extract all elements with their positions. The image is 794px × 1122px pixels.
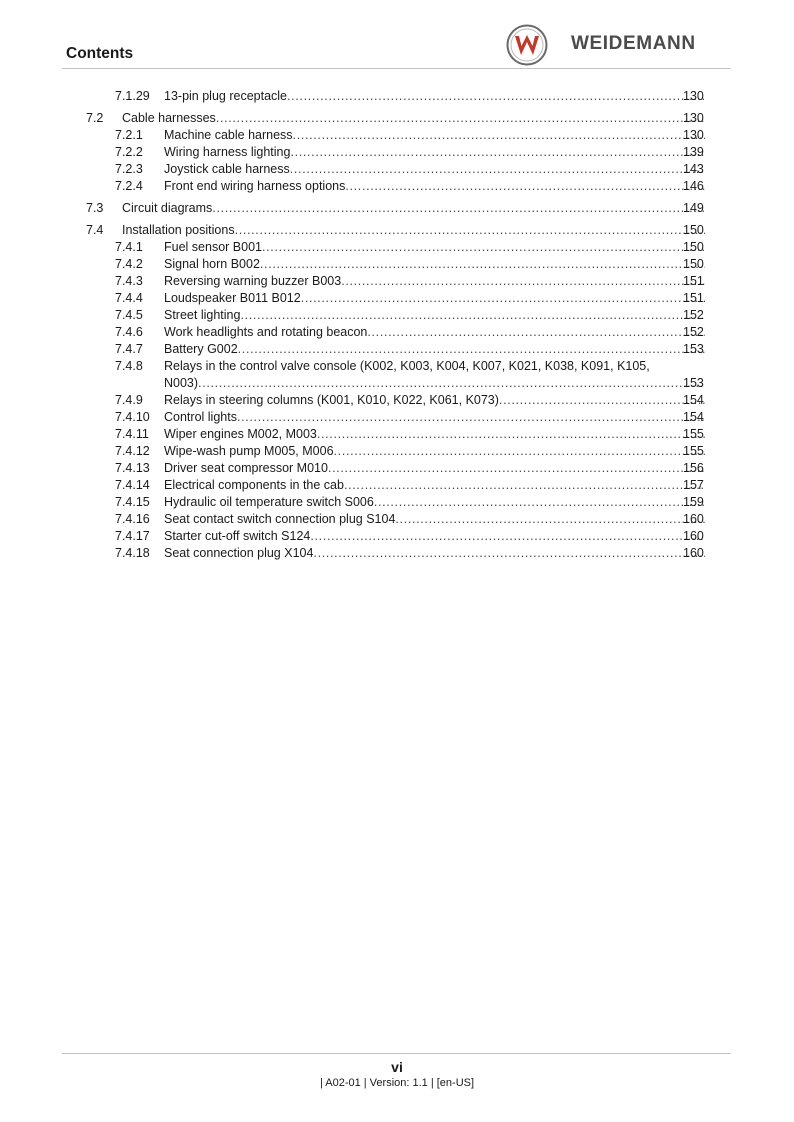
toc-number: 7.4.15 bbox=[115, 495, 150, 509]
toc-entry[interactable] bbox=[0, 324, 794, 341]
toc-entry-continuation[interactable] bbox=[0, 375, 794, 392]
toc-number: 7.4 bbox=[86, 223, 104, 237]
weidemann-logo-icon bbox=[506, 24, 548, 66]
toc-number: 7.4.1 bbox=[115, 240, 143, 254]
toc-number: 7.1.29 bbox=[115, 89, 150, 103]
toc-leader-dots bbox=[198, 375, 705, 392]
toc-leader-dots bbox=[499, 392, 705, 409]
toc-number: 7.2.3 bbox=[115, 162, 143, 176]
brand-wordmark: WEIDEMANN bbox=[571, 33, 696, 54]
toc-page-number: 139 bbox=[683, 145, 704, 159]
toc-leader-dots bbox=[235, 222, 705, 239]
toc-leader-dots bbox=[341, 273, 705, 290]
toc-page-number: 160 bbox=[683, 529, 704, 543]
toc-page-number: 130 bbox=[683, 89, 704, 103]
toc-leader-dots bbox=[313, 545, 705, 562]
toc-section[interactable] bbox=[0, 200, 794, 217]
toc-label: Starter cut-off switch S124 bbox=[164, 529, 311, 543]
toc-entry-text bbox=[164, 324, 705, 341]
toc-leader-dots bbox=[290, 144, 705, 161]
toc-entry[interactable] bbox=[0, 178, 794, 195]
toc-page-number: 130 bbox=[683, 128, 704, 142]
toc-label: Street lighting bbox=[164, 308, 241, 322]
toc-entry-text bbox=[164, 239, 705, 256]
toc-label: Signal horn B002 bbox=[164, 257, 260, 271]
toc-label: Wipe-wash pump M005, M006 bbox=[164, 444, 334, 458]
toc-entry[interactable] bbox=[0, 358, 794, 375]
toc-label: Joystick cable harness bbox=[164, 162, 290, 176]
toc-entry[interactable] bbox=[0, 545, 794, 562]
toc-entry-text bbox=[122, 222, 705, 239]
toc-entry-text bbox=[164, 494, 705, 511]
toc-label: Battery G002 bbox=[164, 342, 238, 356]
toc-page-number: 150 bbox=[683, 257, 704, 271]
toc-label: 13-pin plug receptacle bbox=[164, 89, 287, 103]
toc-page-number: 156 bbox=[683, 461, 704, 475]
toc-entry[interactable] bbox=[0, 443, 794, 460]
toc-number: 7.4.13 bbox=[115, 461, 150, 475]
toc-leader-dots bbox=[345, 178, 705, 195]
toc-leader-dots bbox=[344, 477, 705, 494]
toc-entry[interactable] bbox=[0, 392, 794, 409]
toc-label: Hydraulic oil temperature switch S006 bbox=[164, 495, 374, 509]
toc-leader-dots bbox=[310, 528, 705, 545]
toc-page-number: 155 bbox=[683, 427, 704, 441]
toc-entry[interactable] bbox=[0, 88, 794, 105]
toc-label: Front end wiring harness options bbox=[164, 179, 346, 193]
toc-label: Relays in the control valve console (K002, K003, K004, K007, K021, K038, K091, K105, bbox=[164, 359, 650, 373]
toc-leader-dots bbox=[293, 127, 705, 144]
toc-entry[interactable] bbox=[0, 273, 794, 290]
toc-page-number: 146 bbox=[683, 179, 704, 193]
toc-page-number: 151 bbox=[683, 274, 704, 288]
toc-label: Control lights bbox=[164, 410, 237, 424]
toc-number: 7.4.3 bbox=[115, 274, 143, 288]
toc-entry[interactable] bbox=[0, 511, 794, 528]
header-divider bbox=[62, 68, 731, 69]
toc-leader-dots bbox=[260, 256, 705, 273]
toc-number: 7.2.2 bbox=[115, 145, 143, 159]
toc-leader-dots bbox=[334, 443, 705, 460]
toc-number: 7.4.18 bbox=[115, 546, 150, 560]
toc-entry[interactable] bbox=[0, 290, 794, 307]
toc-entry-text bbox=[164, 477, 705, 494]
toc-label-continuation: N003) bbox=[164, 376, 199, 390]
toc-label: Wiring harness lighting bbox=[164, 145, 291, 159]
toc-leader-dots bbox=[290, 161, 705, 178]
toc-leader-dots bbox=[216, 110, 705, 127]
toc-entry[interactable] bbox=[0, 144, 794, 161]
toc-entry[interactable] bbox=[0, 307, 794, 324]
toc-leader-dots bbox=[240, 307, 705, 324]
toc-section[interactable] bbox=[0, 110, 794, 127]
toc-number: 7.2.1 bbox=[115, 128, 143, 142]
toc-page-number: 130 bbox=[683, 111, 704, 125]
toc-leader-dots bbox=[328, 460, 705, 477]
toc-number: 7.4.4 bbox=[115, 291, 143, 305]
toc-leader-dots bbox=[287, 88, 705, 105]
toc-number: 7.4.9 bbox=[115, 393, 143, 407]
toc-entry-text bbox=[164, 341, 705, 358]
footer-version: | A02-01 | Version: 1.1 | [en-US] bbox=[319, 1077, 475, 1089]
toc-label: Seat contact switch connection plug S104 bbox=[164, 512, 396, 526]
header-title: Contents bbox=[66, 45, 134, 62]
toc-label: Circuit diagrams bbox=[122, 201, 213, 215]
toc-label: Electrical components in the cab bbox=[164, 478, 344, 492]
toc-entry[interactable] bbox=[0, 161, 794, 178]
toc-number: 7.4.6 bbox=[115, 325, 143, 339]
toc-page-number: 157 bbox=[683, 478, 704, 492]
toc-entry-text bbox=[122, 200, 705, 217]
toc-entry-text bbox=[164, 443, 705, 460]
toc-number: 7.4.8 bbox=[115, 359, 143, 373]
toc-label: Work headlights and rotating beacon bbox=[164, 325, 368, 339]
toc-number: 7.4.2 bbox=[115, 257, 143, 271]
toc-label: Cable harnesses bbox=[122, 111, 216, 125]
toc-entry-text bbox=[164, 290, 705, 307]
toc-page-number: 150 bbox=[683, 223, 704, 237]
toc-label: Relays in steering columns (K001, K010, K022, K061, K073) bbox=[164, 393, 499, 407]
toc-entry-text bbox=[164, 460, 705, 477]
toc-leader-dots bbox=[262, 239, 705, 256]
toc-number: 7.4.17 bbox=[115, 529, 150, 543]
toc-entry[interactable] bbox=[0, 528, 794, 545]
toc-label: Seat connection plug X104 bbox=[164, 546, 314, 560]
toc-entry-text bbox=[164, 273, 705, 290]
toc-number: 7.2.4 bbox=[115, 179, 143, 193]
toc-page-number: 152 bbox=[683, 308, 704, 322]
toc-entry-text bbox=[164, 409, 705, 426]
toc-entry-text bbox=[164, 511, 705, 528]
toc-page-number: 153 bbox=[683, 376, 704, 390]
toc-leader-dots bbox=[395, 511, 705, 528]
toc-leader-dots bbox=[237, 409, 705, 426]
toc-label: Wiper engines M002, M003 bbox=[164, 427, 317, 441]
toc-entry[interactable] bbox=[0, 409, 794, 426]
toc-entry-text bbox=[164, 178, 705, 195]
toc-entry-text bbox=[164, 127, 705, 144]
toc-entry-text bbox=[164, 144, 705, 161]
toc-label: Loudspeaker B011 B012 bbox=[164, 291, 301, 305]
footer-page-number: vi bbox=[391, 1059, 403, 1075]
toc-leader-dots bbox=[301, 290, 705, 307]
toc-label: Reversing warning buzzer B003 bbox=[164, 274, 342, 288]
toc-number: 7.4.11 bbox=[115, 427, 149, 441]
toc-number: 7.4.12 bbox=[115, 444, 150, 458]
toc-page-number: 150 bbox=[683, 240, 704, 254]
toc-leader-dots bbox=[238, 341, 705, 358]
toc-label: Installation positions bbox=[122, 223, 235, 237]
toc-page-number: 155 bbox=[683, 444, 704, 458]
toc-page-number: 143 bbox=[683, 162, 704, 176]
toc-entry[interactable] bbox=[0, 256, 794, 273]
toc-entry-text bbox=[122, 110, 705, 127]
toc-entry[interactable] bbox=[0, 494, 794, 511]
toc-label: Fuel sensor B001 bbox=[164, 240, 262, 254]
toc-leader-dots bbox=[374, 494, 705, 511]
toc-number: 7.4.5 bbox=[115, 308, 143, 322]
toc-page-number: 154 bbox=[683, 393, 704, 407]
toc-page-number: 153 bbox=[683, 342, 704, 356]
toc-page-number: 151 bbox=[683, 291, 704, 305]
toc-section[interactable] bbox=[0, 222, 794, 239]
toc-entry-text bbox=[164, 528, 705, 545]
toc-number: 7.3 bbox=[86, 201, 104, 215]
toc-leader-dots bbox=[367, 324, 705, 341]
toc-leader-dots bbox=[317, 426, 705, 443]
toc-entry[interactable] bbox=[0, 127, 794, 144]
toc-page-number: 154 bbox=[683, 410, 704, 424]
toc-entry-text bbox=[164, 545, 705, 562]
toc-entry[interactable] bbox=[0, 341, 794, 358]
toc-entry-text bbox=[164, 375, 705, 392]
toc-entry-text bbox=[164, 161, 705, 178]
toc-entry[interactable] bbox=[0, 460, 794, 477]
toc-entry[interactable] bbox=[0, 426, 794, 443]
toc-page-number: 152 bbox=[683, 325, 704, 339]
toc-entry-text bbox=[164, 88, 705, 105]
toc-entry-text bbox=[164, 256, 705, 273]
toc-page-number: 149 bbox=[683, 201, 704, 215]
toc-page-number: 160 bbox=[683, 546, 704, 560]
toc-leader-dots bbox=[212, 200, 705, 217]
toc-label: Machine cable harness bbox=[164, 128, 293, 142]
footer-divider bbox=[62, 1053, 731, 1054]
toc-entry-text bbox=[164, 426, 705, 443]
toc-number: 7.4.7 bbox=[115, 342, 143, 356]
toc-number: 7.4.16 bbox=[115, 512, 150, 526]
toc-page-number: 160 bbox=[683, 512, 704, 526]
toc-label: Driver seat compressor M010 bbox=[164, 461, 328, 475]
toc-entry[interactable] bbox=[0, 239, 794, 256]
toc-number: 7.4.10 bbox=[115, 410, 150, 424]
toc-entry[interactable] bbox=[0, 477, 794, 494]
toc-number: 7.2 bbox=[86, 111, 104, 125]
toc-number: 7.4.14 bbox=[115, 478, 150, 492]
toc-entry-text bbox=[164, 307, 705, 324]
toc-entry-text bbox=[164, 392, 705, 409]
toc-page-number: 159 bbox=[683, 495, 704, 509]
